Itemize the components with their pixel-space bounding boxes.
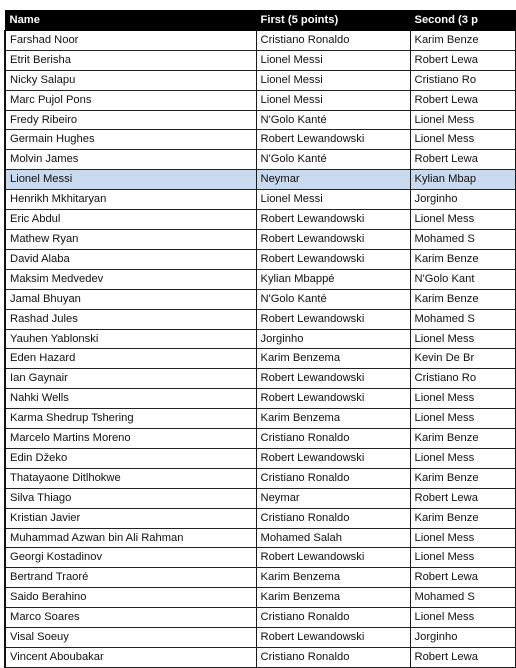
table-row[interactable]: [5, 210, 515, 230]
second-choice-cell[interactable]: Lionel Mess: [410, 448, 515, 468]
table-row[interactable]: [5, 50, 515, 70]
column-header-name[interactable]: Name: [5, 11, 256, 31]
first-choice-cell[interactable]: Robert Lewandowski: [256, 448, 410, 468]
name-cell[interactable]: Henrikh Mkhitaryan: [5, 190, 256, 210]
name-cell[interactable]: Rashad Jules: [5, 309, 256, 329]
name-cell[interactable]: Lionel Messi: [5, 170, 256, 190]
second-choice-cell[interactable]: Cristiano Ro: [410, 369, 515, 389]
name-cell[interactable]: Georgi Kostadinov: [5, 548, 256, 568]
name-cell[interactable]: Jamal Bhuyan: [5, 289, 256, 309]
second-choice-cell[interactable]: Lionel Mess: [410, 389, 515, 409]
table-row[interactable]: [5, 170, 515, 190]
second-choice-cell[interactable]: N'Golo Kant: [410, 269, 515, 289]
name-cell[interactable]: Nahki Wells: [5, 389, 256, 409]
name-cell[interactable]: Molvin James: [5, 150, 256, 170]
table-row[interactable]: [5, 448, 515, 468]
second-choice-cell[interactable]: Karim Benze: [410, 249, 515, 269]
table-row[interactable]: [5, 409, 515, 429]
first-choice-cell[interactable]: Cristiano Ronaldo: [256, 608, 410, 628]
table-row[interactable]: [5, 130, 515, 150]
name-cell[interactable]: Yauhen Yablonski: [5, 329, 256, 349]
table-row[interactable]: [5, 628, 515, 648]
second-choice-cell[interactable]: Lionel Mess: [410, 548, 515, 568]
name-cell[interactable]: Silva Thiago: [5, 488, 256, 508]
second-choice-cell[interactable]: Lionel Mess: [410, 329, 515, 349]
second-choice-cell[interactable]: Karim Benze: [410, 30, 515, 50]
name-cell[interactable]: Germain Hughes: [5, 130, 256, 150]
first-choice-cell[interactable]: Robert Lewandowski: [256, 628, 410, 648]
first-choice-cell[interactable]: Karim Benzema: [256, 588, 410, 608]
second-choice-cell[interactable]: Lionel Mess: [410, 130, 515, 150]
column-header-first[interactable]: First (5 points): [256, 11, 410, 31]
table-row[interactable]: [5, 349, 515, 369]
second-choice-cell[interactable]: Kylian Mbap: [410, 170, 515, 190]
second-choice-cell[interactable]: Lionel Mess: [410, 608, 515, 628]
first-choice-cell[interactable]: Robert Lewandowski: [256, 548, 410, 568]
table-row[interactable]: [5, 110, 515, 130]
table-row[interactable]: [5, 588, 515, 608]
table-row[interactable]: [5, 190, 515, 210]
first-choice-cell[interactable]: Jorginho: [256, 329, 410, 349]
second-choice-cell[interactable]: Cristiano Ro: [410, 70, 515, 90]
name-cell[interactable]: Ian Gaynair: [5, 369, 256, 389]
second-choice-cell[interactable]: Lionel Mess: [410, 528, 515, 548]
first-choice-cell[interactable]: Robert Lewandowski: [256, 389, 410, 409]
second-choice-cell[interactable]: Jorginho: [410, 628, 515, 648]
name-cell[interactable]: Fredy Ribeiro: [5, 110, 256, 130]
table-row[interactable]: [5, 568, 515, 588]
first-choice-cell[interactable]: Lionel Messi: [256, 50, 410, 70]
second-choice-cell[interactable]: Lionel Mess: [410, 110, 515, 130]
table-row[interactable]: [5, 608, 515, 628]
first-choice-cell[interactable]: Lionel Messi: [256, 90, 410, 110]
table-row[interactable]: [5, 249, 515, 269]
name-cell[interactable]: Maksim Medvedev: [5, 269, 256, 289]
table-row[interactable]: [5, 528, 515, 548]
second-choice-cell[interactable]: Lionel Mess: [410, 210, 515, 230]
second-choice-cell[interactable]: Jorginho: [410, 190, 515, 210]
table-row[interactable]: [5, 369, 515, 389]
table-row[interactable]: [5, 648, 515, 668]
table-body: [5, 30, 515, 667]
header-row: [5, 11, 515, 31]
second-choice-cell[interactable]: Lionel Mess: [410, 409, 515, 429]
table-row[interactable]: [5, 90, 515, 110]
first-choice-cell[interactable]: Cristiano Ronaldo: [256, 508, 410, 528]
first-choice-cell[interactable]: Neymar: [256, 170, 410, 190]
second-choice-cell[interactable]: Robert Lewa: [410, 150, 515, 170]
first-choice-cell[interactable]: Cristiano Ronaldo: [256, 30, 410, 50]
table-row[interactable]: [5, 488, 515, 508]
name-cell[interactable]: Farshad Noor: [5, 30, 256, 50]
name-cell[interactable]: Saido Berahino: [5, 588, 256, 608]
table-row[interactable]: [5, 468, 515, 488]
table-row[interactable]: [5, 429, 515, 449]
name-cell[interactable]: Etrit Berisha: [5, 50, 256, 70]
name-cell[interactable]: Mathew Ryan: [5, 229, 256, 249]
first-choice-cell[interactable]: Cristiano Ronaldo: [256, 429, 410, 449]
second-choice-cell[interactable]: Robert Lewa: [410, 488, 515, 508]
name-cell[interactable]: Marco Soares: [5, 608, 256, 628]
name-cell[interactable]: Karma Shedrup Tshering: [5, 409, 256, 429]
name-cell[interactable]: Edin Džeko: [5, 448, 256, 468]
second-choice-cell[interactable]: Karim Benze: [410, 429, 515, 449]
first-choice-cell[interactable]: Kylian Mbappé: [256, 269, 410, 289]
first-choice-cell[interactable]: Robert Lewandowski: [256, 309, 410, 329]
table-row[interactable]: [5, 269, 515, 289]
table-row[interactable]: [5, 548, 515, 568]
first-choice-cell[interactable]: Robert Lewandowski: [256, 130, 410, 150]
table-row[interactable]: [5, 389, 515, 409]
name-cell[interactable]: Kristian Javier: [5, 508, 256, 528]
first-choice-cell[interactable]: Lionel Messi: [256, 70, 410, 90]
first-choice-cell[interactable]: N'Golo Kanté: [256, 150, 410, 170]
second-choice-cell[interactable]: Karim Benze: [410, 289, 515, 309]
name-cell[interactable]: Vincent Aboubakar: [5, 648, 256, 668]
second-choice-cell[interactable]: Robert Lewa: [410, 568, 515, 588]
votes-table: [4, 10, 516, 668]
second-choice-cell[interactable]: Robert Lewa: [410, 90, 515, 110]
second-choice-cell[interactable]: Mohamed S: [410, 588, 515, 608]
name-cell[interactable]: Marc Pujol Pons: [5, 90, 256, 110]
table-row[interactable]: [5, 329, 515, 349]
name-cell[interactable]: David Alaba: [5, 249, 256, 269]
second-choice-cell[interactable]: Robert Lewa: [410, 50, 515, 70]
first-choice-cell[interactable]: Karim Benzema: [256, 349, 410, 369]
first-choice-cell[interactable]: N'Golo Kanté: [256, 110, 410, 130]
second-choice-cell[interactable]: Mohamed S: [410, 309, 515, 329]
name-cell[interactable]: Marcelo Martins Moreno: [5, 429, 256, 449]
second-choice-cell[interactable]: Mohamed S: [410, 229, 515, 249]
first-choice-cell[interactable]: Cristiano Ronaldo: [256, 648, 410, 668]
first-choice-cell[interactable]: Lionel Messi: [256, 190, 410, 210]
first-choice-cell[interactable]: Neymar: [256, 488, 410, 508]
second-choice-cell[interactable]: Kevin De Br: [410, 349, 515, 369]
table-row[interactable]: [5, 150, 515, 170]
table-row[interactable]: [5, 70, 515, 90]
first-choice-cell[interactable]: Robert Lewandowski: [256, 210, 410, 230]
table-row[interactable]: [5, 229, 515, 249]
name-cell[interactable]: Visal Soeuy: [5, 628, 256, 648]
name-cell[interactable]: Muhammad Azwan bin Ali Rahman: [5, 528, 256, 548]
first-choice-cell[interactable]: Robert Lewandowski: [256, 229, 410, 249]
name-cell[interactable]: Eric Abdul: [5, 210, 256, 230]
table-row[interactable]: [5, 289, 515, 309]
second-choice-cell[interactable]: Robert Lewa: [410, 648, 515, 668]
first-choice-cell[interactable]: Robert Lewandowski: [256, 249, 410, 269]
first-choice-cell[interactable]: N'Golo Kanté: [256, 289, 410, 309]
name-cell[interactable]: Nicky Salapu: [5, 70, 256, 90]
table-row[interactable]: [5, 30, 515, 50]
table-row[interactable]: [5, 309, 515, 329]
first-choice-cell[interactable]: Robert Lewandowski: [256, 369, 410, 389]
first-choice-cell[interactable]: Karim Benzema: [256, 568, 410, 588]
first-choice-cell[interactable]: Mohamed Salah: [256, 528, 410, 548]
name-cell[interactable]: Bertrand Traoré: [5, 568, 256, 588]
column-header-second[interactable]: Second (3 p: [410, 11, 515, 31]
first-choice-cell[interactable]: Cristiano Ronaldo: [256, 468, 410, 488]
first-choice-cell[interactable]: Karim Benzema: [256, 409, 410, 429]
name-cell[interactable]: Eden Hazard: [5, 349, 256, 369]
name-cell[interactable]: Thatayaone Ditlhokwe: [5, 468, 256, 488]
second-choice-cell[interactable]: Karim Benze: [410, 508, 515, 528]
second-choice-cell[interactable]: Karim Benze: [410, 468, 515, 488]
table-row[interactable]: [5, 508, 515, 528]
